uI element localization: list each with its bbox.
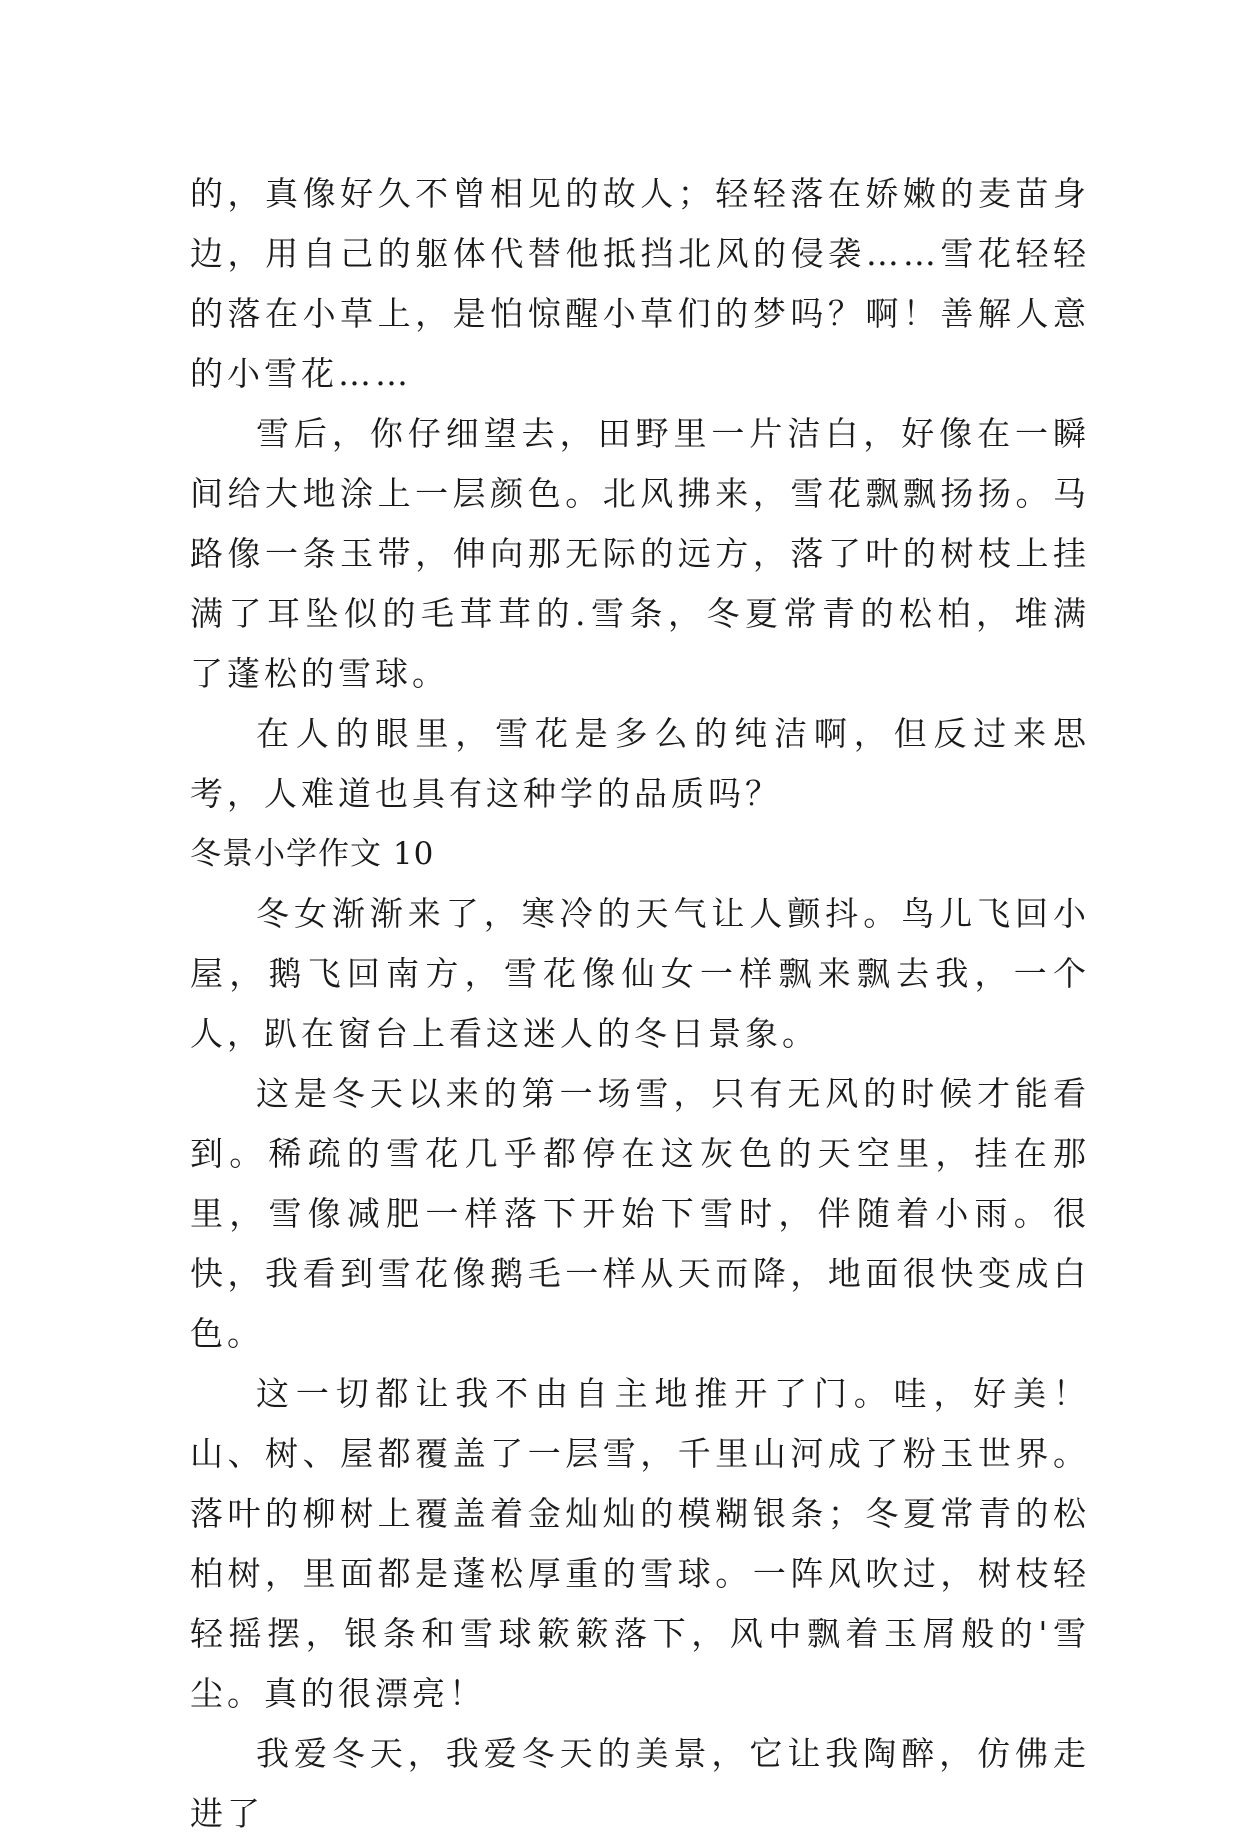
paragraph: 这一切都让我不由自主地推开了门。哇，好美！山、树、屋都覆盖了一层雪，千里山河成了粉玉世界。落叶的柳树上覆盖着金灿灿的模糊银条；冬夏常青的松柏树，里面都是蓬松厚重的雪球。一阵风吹过，树枝轻轻摇摆，银条和雪球簌簌落下，风中飘着玉屑般的'雪尘。真的很漂亮！	[190, 1374, 1090, 1713]
paragraph: 这是冬天以来的第一场雪，只有无风的时候才能看到。稀疏的雪花几乎都停在这灰色的天空里，挂在那里，雪像减肥一样落下开始下雪时，伴随着小雨。很快，我看到雪花像鹅毛一样从天而降，地面很快变成白色。	[190, 1074, 1090, 1353]
paragraph: 冬女渐渐来了，寒冷的天气让人颤抖。鸟儿飞回小屋，鹅飞回南方，雪花像仙女一样飘来飘去我，一个人，趴在窗台上看这迷人的冬日景象。	[190, 894, 1090, 1053]
paragraph: 雪后，你仔细望去，田野里一片洁白，好像在一瞬间给大地涂上一层颜色。北风拂来，雪花飘飘扬扬。马路像一条玉带，伸向那无际的远方，落了叶的树枝上挂满了耳坠似的毛茸茸的.雪条，冬夏常青的松柏，堆满了蓬松的雪球。	[190, 414, 1090, 693]
paragraph: 我爱冬天，我爱冬天的美景，它让我陶醉，仿佛走进了	[190, 1734, 1090, 1833]
document-body	[190, 164, 1090, 1844]
section-heading: 冬景小学作文 10	[190, 836, 435, 872]
paragraph-continued: 的，真像好久不曾相见的故人；轻轻落在娇嫩的麦苗身边，用自己的躯体代替他抵挡北风的侵袭……雪花轻轻的落在小草上，是怕惊醒小草们的梦吗？啊！善解人意的小雪花……	[190, 174, 1090, 393]
paragraph: 在人的眼里，雪花是多么的纯洁啊，但反过来思考，人难道也具有这种学的品质吗？	[190, 714, 1090, 813]
